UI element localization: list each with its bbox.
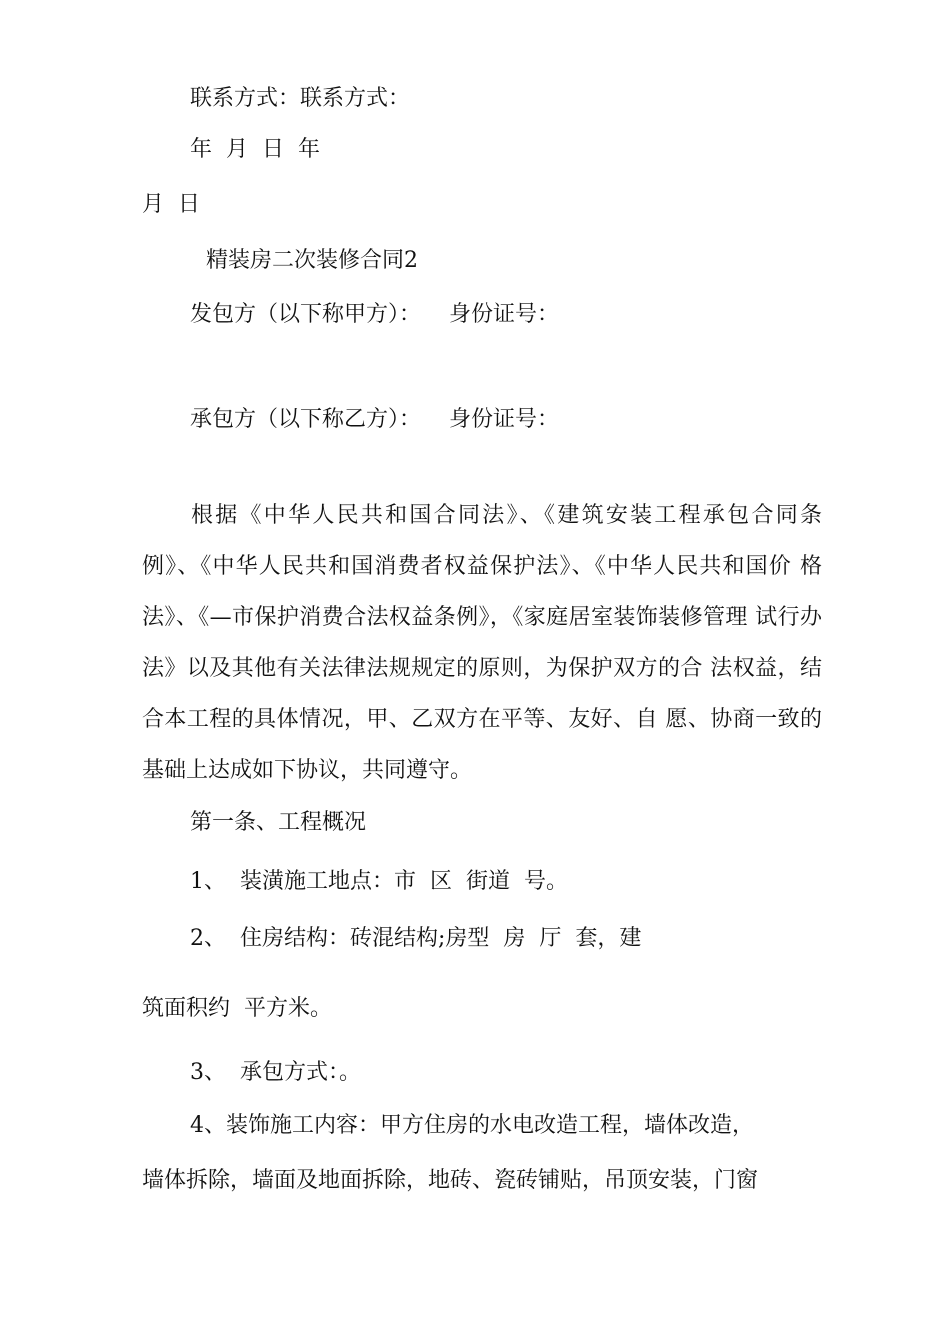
contact-line: 联系方式：联系方式： — [190, 86, 411, 111]
item-1-location: 1、 装潢施工地点：市 区 街道 号。 — [190, 869, 568, 894]
item-2-structure: 2、 住房结构：砖混结构;房型 房 厅 套，建 — [190, 926, 642, 951]
party-b-line: 承包方（以下称乙方）： 身份证号： — [190, 407, 559, 432]
article-one-heading: 第一条、工程概况 — [190, 810, 367, 835]
contract-title: 精装房二次装修合同2 — [206, 248, 418, 273]
item-3-contract-method: 3、 承包方式：。 — [190, 1060, 361, 1085]
item-4-scope: 4、装饰施工内容：甲方住房的水电改造工程，墙体改造， — [190, 1113, 754, 1138]
date-line: 年 月 日 年 — [190, 137, 320, 162]
party-a-line: 发包方（以下称甲方）： 身份证号： — [190, 302, 559, 327]
date-line-continued: 月 日 — [142, 192, 200, 217]
item-4-scope-continued: 墙体拆除，墙面及地面拆除，地砖、瓷砖铺贴，吊顶安装，门窗 — [142, 1168, 759, 1193]
item-2-structure-continued: 筑面积约 平方米。 — [142, 996, 332, 1021]
legal-basis-paragraph: 根据《中华人民共和国合同法》、《建筑安装工程承包合同条 例》、《中华人民共和国消费者权益保护法》、《中华人民共和国价 格法》、《—市保护消费合法权益条例》，《家庭居室装饰装修管理 试行办法》以及其他有关法律法规规定的原则，为保护双方的合 法权益，结合本工程的具体情况，甲、乙双方在平等、友好、自 愿、协商一致的基础上达成如下协议，共同遵守。 — [142, 503, 822, 783]
